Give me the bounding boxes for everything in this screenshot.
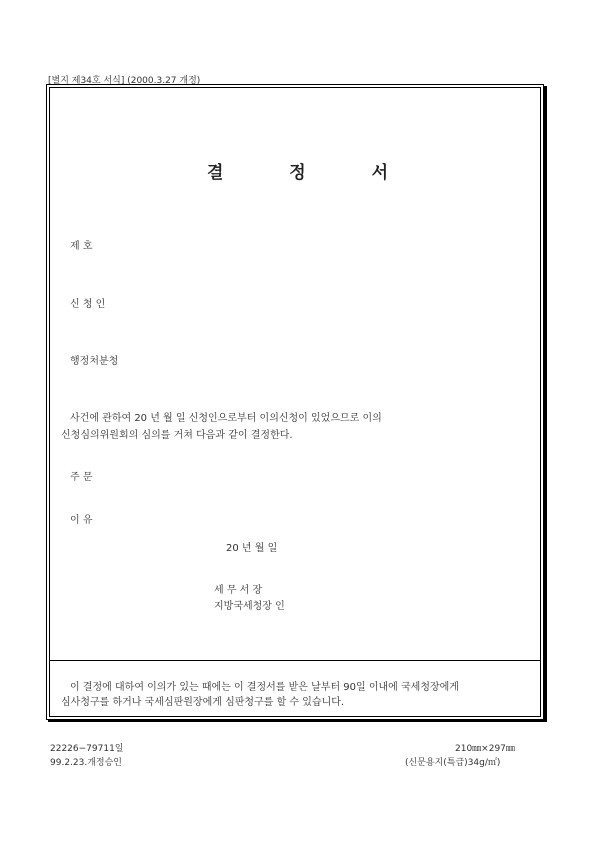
- paper-size: 210㎜×297㎜: [455, 744, 515, 754]
- decision-paragraph-line1: 사건에 관하여 20 년 월 일 신청인으로부터 이의신청이 있었으므로 이의: [70, 413, 382, 424]
- document-title: 결 정 서: [206, 163, 419, 183]
- form-code: 22226−79711일: [50, 744, 124, 754]
- frame-shadow-bottom: [48, 719, 547, 722]
- number-label: 제 호: [70, 241, 93, 252]
- approval-date: 99.2.23.개정승인: [50, 758, 122, 768]
- date-line: 20 년 월 일: [226, 543, 278, 554]
- signer-regional-office: 지방국세청장 인: [214, 601, 285, 612]
- signer-tax-office: 세 무 서 장: [214, 585, 263, 596]
- notice-line1: 이 결정에 대하여 이의가 있는 때에는 이 결정서를 받은 날부터 90일 이내에 국세청장에게: [70, 682, 459, 693]
- reason-label: 이 유: [70, 515, 93, 526]
- disposition-agency-label: 행정처분청: [70, 356, 119, 367]
- order-label: 주 문: [70, 472, 93, 483]
- notice-line2: 심사청구를 하거나 국세심판원장에게 심판청구를 할 수 있습니다.: [61, 697, 345, 708]
- form-header-note: [별지 제34호 서식] (2000.3.27 개정): [48, 76, 201, 86]
- decision-paragraph-line2: 신청심의위원회의 심의를 거쳐 다음과 같이 결정한다.: [61, 430, 293, 441]
- paper-type: (신문용지(특급)34g/㎡): [405, 758, 501, 768]
- applicant-label: 신 청 인: [70, 299, 106, 310]
- notice-divider: [49, 660, 541, 661]
